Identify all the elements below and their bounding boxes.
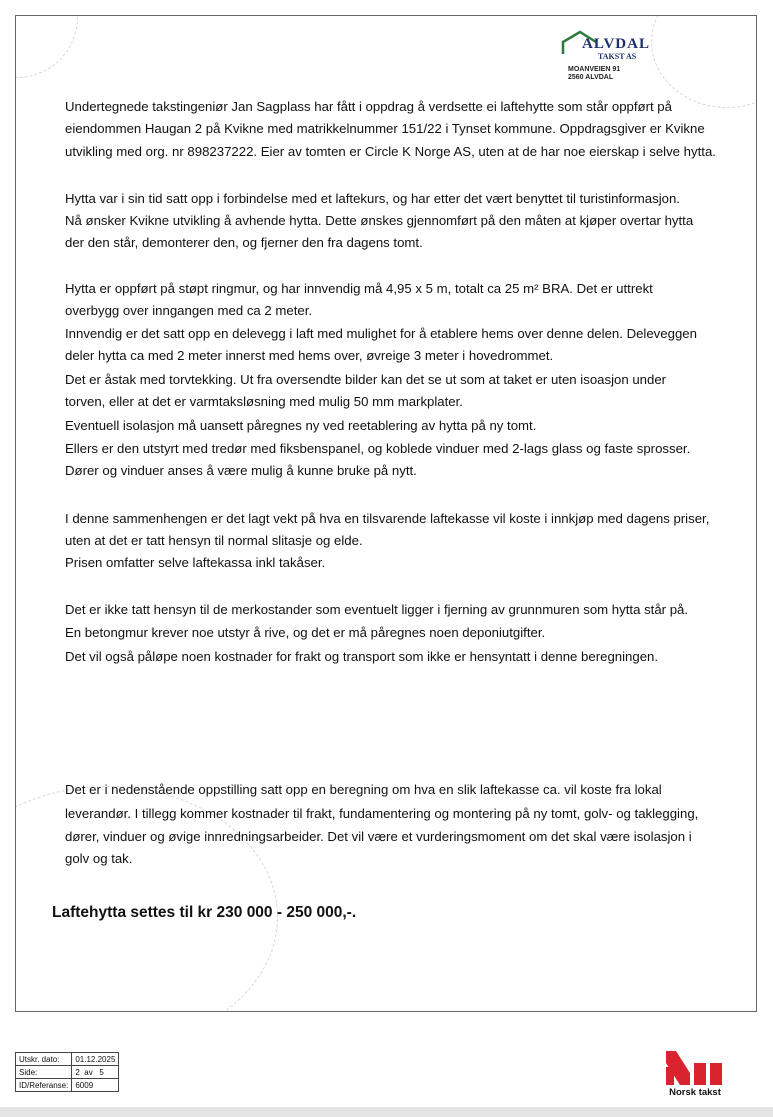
label: Utskr. dato:: [16, 1053, 72, 1066]
value: 2 av 5: [72, 1066, 119, 1079]
text-line: der den står, demonterer den, og fjerner den fra dagens tomt.: [65, 235, 423, 250]
text-line: Hytta var i sin tid satt opp i forbindelse med et laftekurs, og har etter det vært benyttet til turistinformasjon.: [65, 191, 680, 206]
text-line: torven, eller at det er varmtaksløsning med mulig 50 mm markplater.: [65, 394, 463, 409]
bottom-band: [0, 1107, 773, 1117]
text-line: Det vil også påløpe noen kostnader for frakt og transport som ikke er hensyntatt i denne beregningen.: [65, 649, 659, 664]
label: Side:: [16, 1066, 72, 1079]
text-line: overbygg over inngangen med ca 2 meter.: [65, 303, 313, 318]
address-line: MOANVEIEN 91: [568, 66, 621, 73]
text-line: uten at det er tatt hensyn til normal slitasje og elde.: [65, 533, 363, 548]
text-line: leverandør. I tillegg kommer kostnader til frakt, fundamentering og montering på ny tomt, golv- og taklegging,: [65, 806, 699, 821]
print-info-table: [15, 1052, 119, 1092]
text-line: eiendommen Haugan 2 på Kvikne med matrikkelnummer 151/22 i Tynset kommune. Oppdragsgiver er Kvikne: [65, 121, 705, 136]
value: 01.12.2025: [72, 1053, 119, 1066]
logo-sub: TAKST AS: [598, 52, 637, 61]
text-line: Dører og vinduer anses å være mulig å kunne bruke på nytt.: [65, 463, 417, 478]
text-line: Prisen omfatter selve laftekassa inkl takåser.: [65, 555, 326, 570]
label: ID/Referanse:: [16, 1079, 72, 1092]
text-line: dører, vinduer og øvige innredningsarbeider. Det vil være et vurderingsmoment om det skal være isolasjon i: [65, 829, 692, 844]
text-line: Innvendig er det satt opp en delevegg i laft med mulighet for å etablere hems over denne delen. Deleveggen: [65, 326, 697, 341]
value: 6009: [72, 1079, 119, 1092]
text-line: Det er i nedenstående oppstilling satt opp en beregning om hva en slik laftekasse ca. vil koste fra lokal: [65, 782, 662, 797]
norsk-takst-logo: [664, 1049, 726, 1101]
alvdal-takst-logo: [560, 28, 660, 86]
text-line: I denne sammenhengen er det lagt vekt på hva en tilsvarende laftekasse vil koste i innkjøp med dagens priser,: [65, 511, 710, 526]
conclusion: Laftehytta settes til kr 230 000 - 250 000,-.: [52, 904, 357, 921]
text-line: Eventuell isolasjon må uansett påregnes ny ved reetablering av hytta på ny tomt.: [65, 418, 537, 433]
text-line: Det er åstak med torvtekking. Ut fra oversendte bilder kan det se ut som at taket er uten isoasjon under: [65, 372, 667, 387]
text-line: Ellers er den utstyrt med tredør med fiksbenspanel, og koblede vinduer med 2-lags glass og faste sprosser.: [65, 441, 691, 456]
table-row: [16, 1066, 119, 1079]
text-line: Undertegnede takstingeniør Jan Sagplass har fått i oppdrag å verdsette ei laftehytte som står oppført på: [65, 99, 672, 114]
text-line: Det er ikke tatt hensyn til de merkostander som eventuelt ligger i fjerning av grunnmuren som hytta står på.: [65, 602, 689, 617]
text-line: golv og tak.: [65, 851, 133, 866]
text-line: En betongmur krever noe utstyr å rive, og det er må påregnes noen deponiutgifter.: [65, 625, 546, 640]
address-line: 2560 ALVDAL: [568, 74, 614, 81]
text-line: Nå ønsker Kvikne utvikling å avhende hytta. Dette ønskes gjennomført på den måten at kjøper overtar hytta: [65, 213, 694, 228]
text-line: utvikling med org. nr 898237222. Eier av tomten er Circle K Norge AS, uten at de har noe eierskap i selve hytta.: [65, 144, 716, 159]
text-line: deler hytta ca med 2 meter innerst med hems over, øvreige 3 meter i hovedrommet.: [65, 348, 554, 363]
table-row: [16, 1079, 119, 1092]
table-row: [16, 1053, 119, 1066]
brand-name: Norsk takst: [669, 1087, 721, 1098]
text-line: Hytta er oppført på støpt ringmur, og har innvendig må 4,95 x 5 m, totalt ca 25 m² BRA. Det er uttrekt: [65, 281, 653, 296]
norsk-takst-mark-icon: [664, 1049, 726, 1087]
logo-name: ALVDAL: [582, 36, 650, 52]
